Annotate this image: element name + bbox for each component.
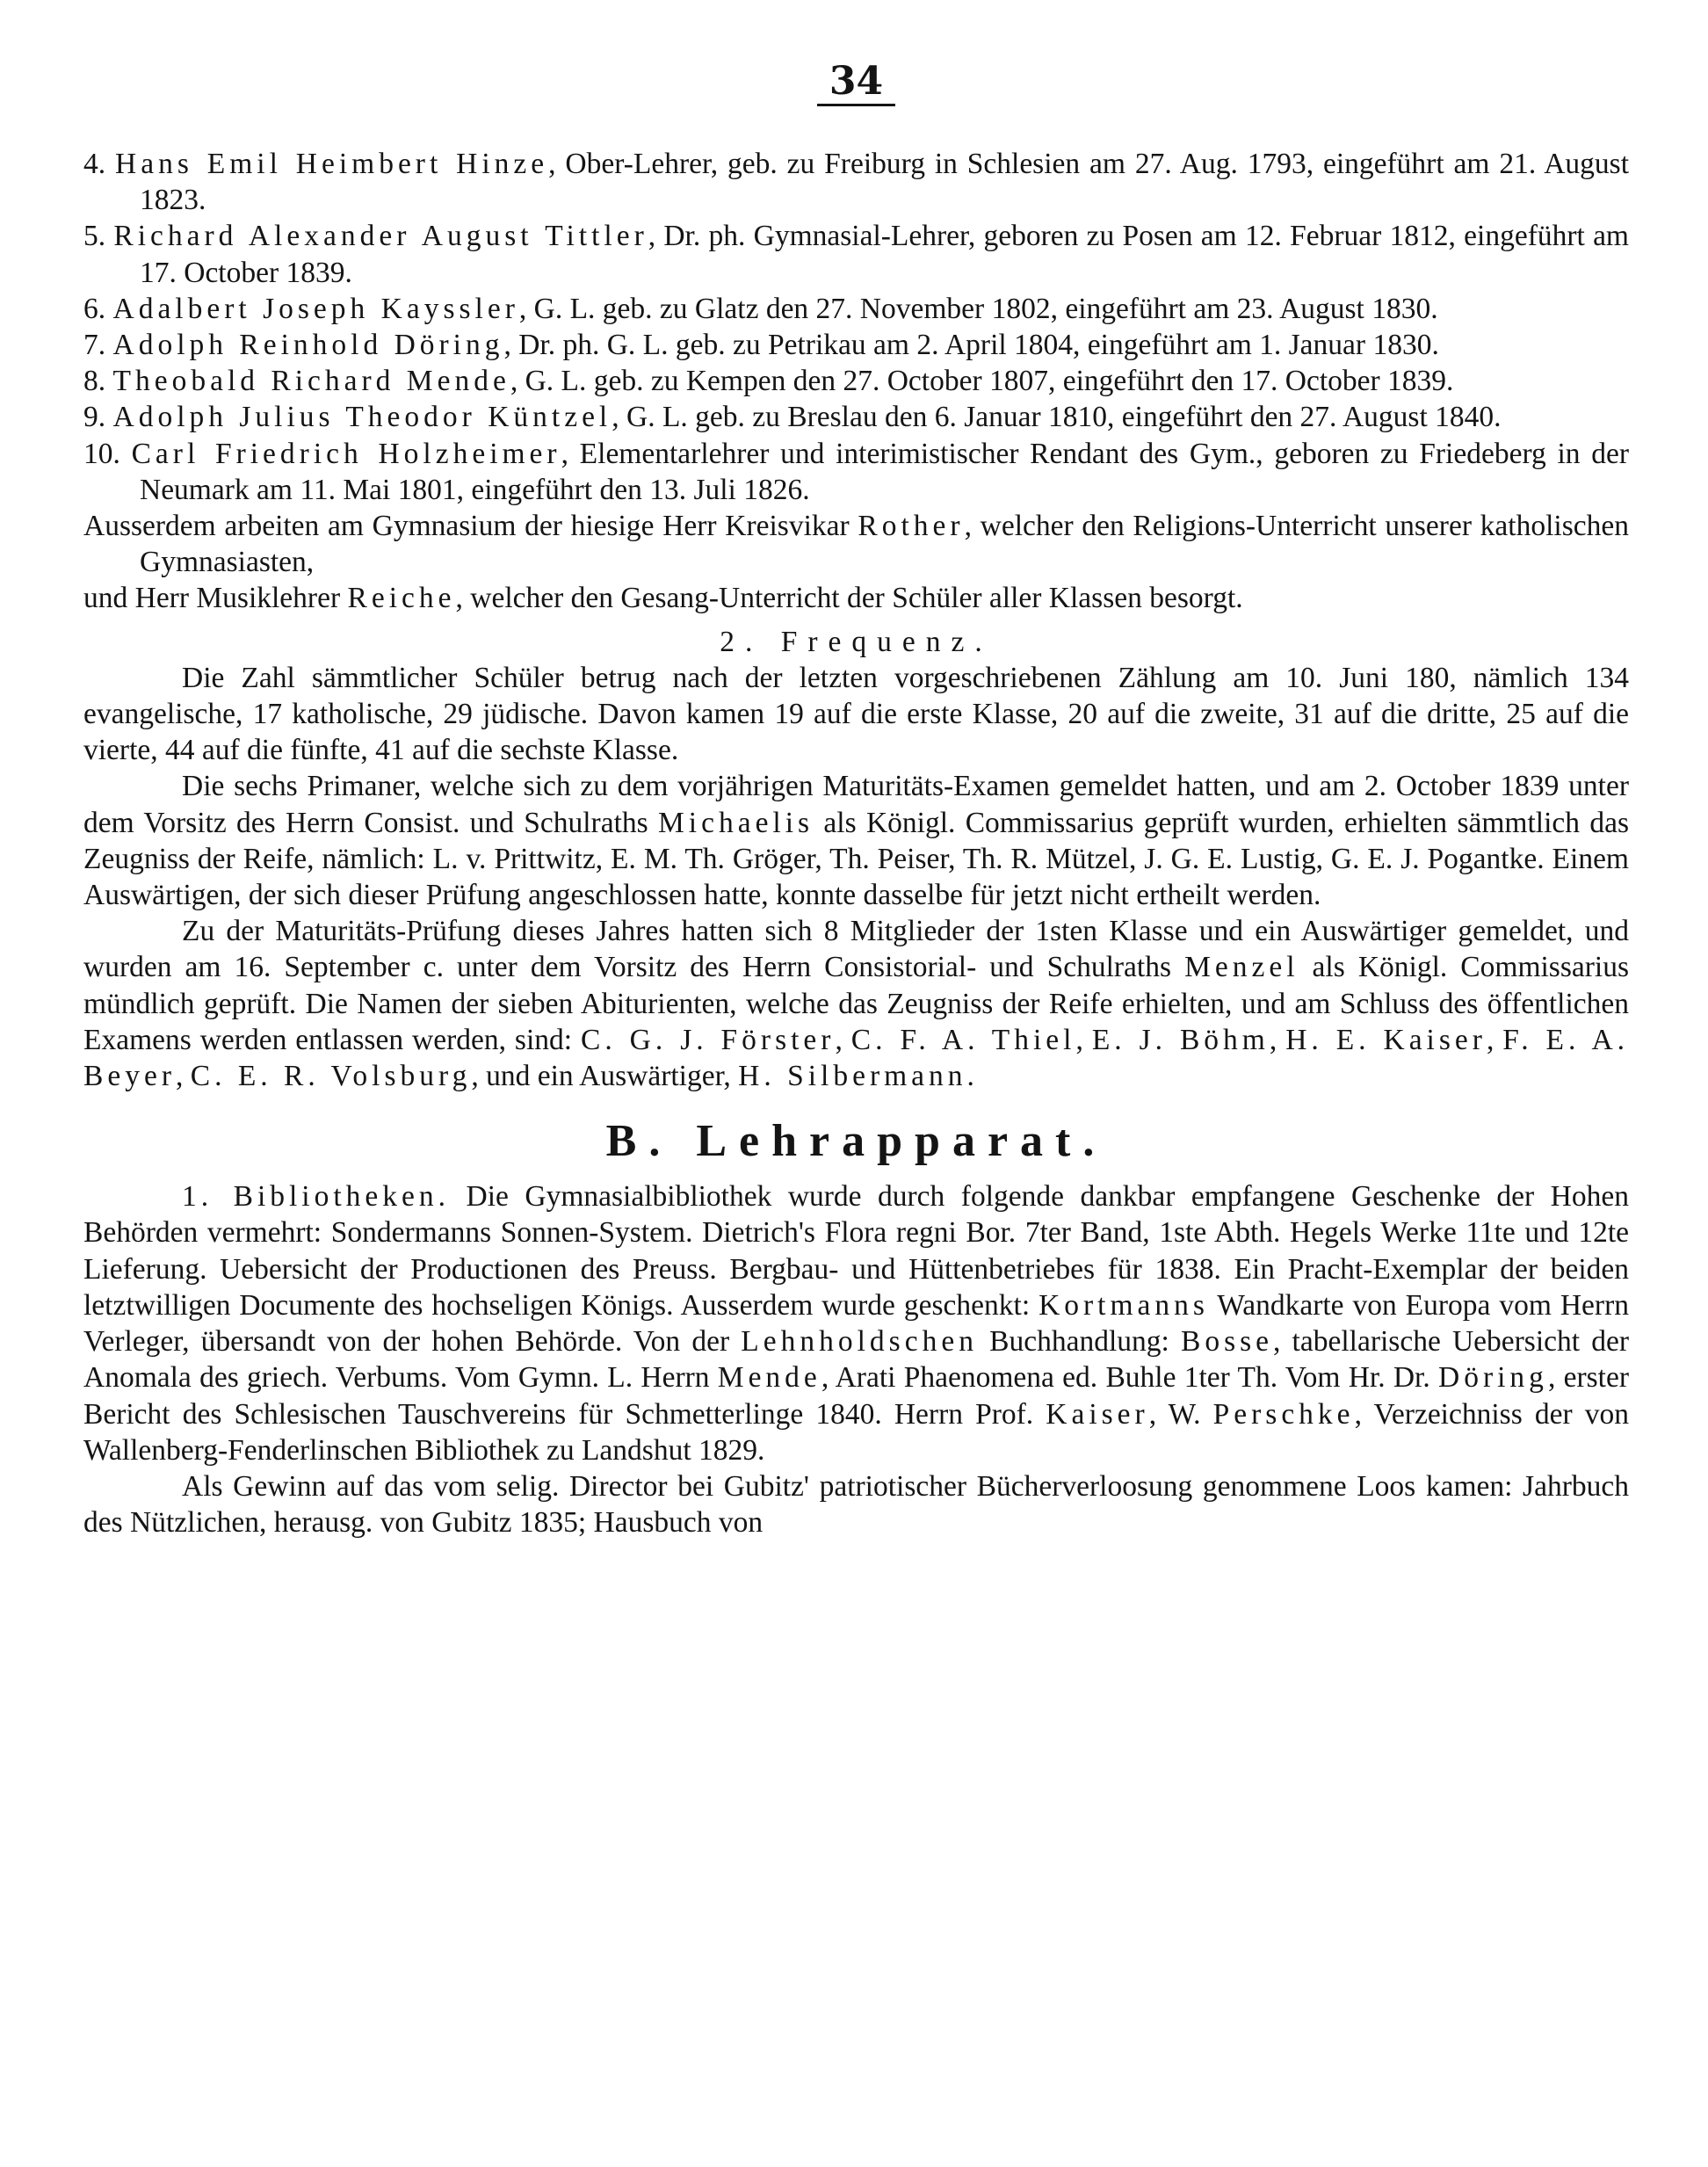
teacher-details: , Dr. ph. Gymnasial-Lehrer, geboren zu Posen am 12. Februar 1812, eingeführt am 17. October 1839.: [140, 220, 1629, 289]
paragraph-ausserdem-2: und Herr Musiklehrer Reiche, welcher den Gesang-Unterricht der Schüler aller Klassen besorgt.: [83, 582, 1243, 615]
teacher-entry: [83, 436, 1629, 508]
teacher-number: 6.: [83, 292, 106, 325]
teacher-entry: [83, 291, 1629, 327]
teacher-details: , Dr. ph. G. L. geb. zu Petrikau am 2. April 1804, eingeführt am 1. Januar 1830.: [503, 329, 1439, 362]
paragraph-bibliotheken: 1. Bibliotheken. Die Gymnasialbibliothek wurde durch folgende dankbar empfangene Geschenke der Hohen Behörden vermehrt: Sondermanns Sonnen-System. Dietrich's Flora regni Bor. 7ter Band, 1ste Abth. Hegels Werke 11te und 12te Lieferung. Uebersicht der Productionen des Preuss. Bergbau- und Hüttenbetriebes für 1838. Ein Pracht-Exemplar der beiden letztwilligen Documente des hochseligen Königs. Ausserdem wurde geschenkt: Kortmanns Wandkarte von Europa vom Herrn Verleger, übersandt von der hohen Behörde. Von der Lehnholdschen Buchhandlung: Bosse, tabellarische Uebersicht der Anomala des griech. Verbums. Vom Gymn. L. Herrn Mende, Arati Phaenomena ed. Buhle 1ter Th. Vom Hr. Dr. Döring, erster Bericht des Schlesischen Tauschvereins für Schmetterlinge 1840. Herrn Prof. Kaiser, W. Perschke, Verzeichniss der von Wallenberg-Fenderlinschen Bibliothek zu Landshut 1829.: [83, 1180, 1630, 1467]
teacher-entry: [83, 218, 1629, 290]
teacher-name: Theobald Richard Mende: [112, 365, 510, 398]
teacher-number: 9.: [83, 401, 106, 434]
page-content: [83, 146, 1629, 1540]
teacher-entry: [83, 146, 1629, 218]
paragraph-gewinn: Als Gewinn auf das vom selig. Director bei Gubitz' patriotischer Bücherverloosung genommene Loos kamen: Jahrbuch des Nützlichen, herausg. von Gubitz 1835; Hausbuch von: [83, 1469, 1629, 1540]
teacher-entry: [83, 363, 1629, 399]
teacher-name: Adolph Reinhold Döring: [112, 329, 504, 362]
teacher-name: Carl Friedrich Holzheimer: [131, 437, 561, 470]
teacher-number: 7.: [83, 329, 106, 362]
paragraph-frequenz-1: Die Zahl sämmtlicher Schüler betrug nach der letzten vorgeschriebenen Zählung am 10. Juni 180, nämlich 134 evangelische, 17 katholische, 29 jüdische. Davon kamen 19 auf die erste Klasse, 20 auf die zweite, 31 auf die dritte, 25 auf die vierte, 44 auf die fünfte, 41 auf die sechste Klasse.: [83, 661, 1629, 767]
teacher-name: Hans Emil Heimbert Hinze: [115, 148, 549, 180]
teacher-details: , G. L. geb. zu Kempen den 27. October 1807, eingeführt den 17. October 1839.: [510, 365, 1454, 398]
heading-frequenz: 2. Frequenz.: [720, 625, 993, 658]
teacher-details: , G. L. geb. zu Breslau den 6. Januar 1810, eingeführt den 27. August 1840.: [612, 401, 1502, 434]
teacher-name: Adalbert Joseph Kayssler: [112, 292, 519, 325]
teacher-list: [83, 146, 1629, 508]
paragraph-frequenz-3: Zu der Maturitäts-Prüfung dieses Jahres hatten sich 8 Mitglieder der 1sten Klasse und ein Auswärtiger gemeldet, und wurden am 16. September c. unter dem Vorsitz des Herrn Consistorial- und Schulraths Menzel als Königl. Commissarius mündlich geprüft. Die Namen der sieben Abiturienten, welche das Zeugniss der Reife erhielten, und am Schluss des öffentlichen Examens werden entlassen werden, sind: C. G. J. Förster, C. F. A. Thiel, E. J. Böhm, H. E. Kaiser, F. E. A. Beyer, C. E. R. Volsburg, und ein Auswärtiger, H. Silbermann.: [83, 915, 1630, 1093]
teacher-entry: [83, 399, 1629, 435]
teacher-number: 8.: [83, 365, 106, 398]
teacher-entry: [83, 327, 1629, 363]
teacher-name: Adolph Julius Theodor Küntzel: [112, 401, 612, 434]
paragraph-ausserdem-1: Ausserdem arbeiten am Gymnasium der hiesige Herr Kreisvikar Rother, welcher den Religions-Unterricht unserer katholischen Gymnasiasten,: [83, 510, 1629, 579]
teacher-name: Richard Alexander August Tittler: [113, 220, 648, 253]
page-number: 34: [83, 0, 1629, 109]
teacher-number: 10.: [83, 437, 120, 470]
paragraph-frequenz-2: Die sechs Primaner, welche sich zu dem vorjährigen Maturitäts-Examen gemeldet hatten, und am 2. October 1839 unter dem Vorsitz des Herrn Consist. und Schulraths Michaelis als Königl. Commissarius geprüft wurden, erhielten sämmtlich das Zeugniss der Reife, nämlich: L. v. Prittwitz, E. M. Th. Gröger, Th. Peiser, Th. R. Mützel, J. G. E. Lustig, G. E. J. Pogantke. Einem Auswärtigen, der sich dieser Prüfung angeschlossen hatte, konnte dasselbe für jetzt nicht ertheilt werden.: [83, 770, 1629, 912]
teacher-details: , Elementarlehrer und interimistischer Rendant des Gym., geboren zu Friedeberg in der Neumark am 11. Mai 1801, eingeführt den 13. Juli 1826.: [140, 437, 1629, 506]
teacher-number: 4.: [83, 148, 106, 180]
teacher-number: 5.: [83, 220, 106, 253]
teacher-details: , Ober-Lehrer, geb. zu Freiburg in Schlesien am 27. Aug. 1793, eingeführt am 21. August 1823.: [140, 148, 1630, 217]
teacher-details: , G. L. geb. zu Glatz den 27. November 1802, eingeführt am 23. August 1830.: [518, 292, 1438, 325]
section-title-lehrapparat: B. Lehrapparat.: [605, 1116, 1107, 1167]
